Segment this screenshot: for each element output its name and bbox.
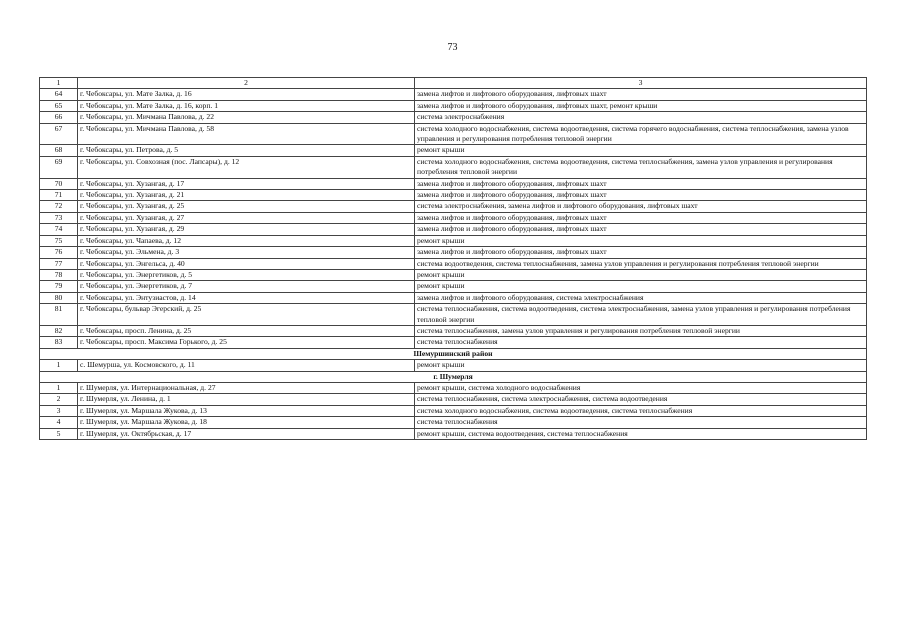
row-number: 67 — [40, 123, 78, 145]
row-address: г. Чебоксары, ул. Энтузиастов, д. 14 — [78, 292, 415, 303]
row-address: г. Чебоксары, ул. Энергетиков, д. 5 — [78, 269, 415, 280]
table-row — [40, 405, 867, 416]
table-row — [40, 89, 867, 100]
row-works: ремонт крыши — [415, 360, 867, 371]
row-address: г. Чебоксары, ул. Совхозная (пос. Лапсары), д. 12 — [78, 156, 415, 178]
row-address: г. Чебоксары, ул. Хузангая, д. 27 — [78, 212, 415, 223]
row-number: 4 — [40, 417, 78, 428]
row-address: г. Чебоксары, ул. Мичмана Павлова, д. 58 — [78, 123, 415, 145]
row-works: система электроснабжения — [415, 112, 867, 123]
row-number: 73 — [40, 212, 78, 223]
row-address: г. Чебоксары, ул. Мате Залка, д. 16, корп. 1 — [78, 100, 415, 111]
row-number: 79 — [40, 281, 78, 292]
page-number: 73 — [447, 42, 458, 53]
row-number: 71 — [40, 190, 78, 201]
row-works: система электроснабжения, замена лифтов и лифтового оборудования, лифтовых шахт — [415, 201, 867, 212]
table-row — [40, 100, 867, 111]
column-number-3: 3 — [415, 78, 867, 89]
section-header-row — [40, 348, 867, 359]
row-works: ремонт крыши — [415, 281, 867, 292]
row-works: система холодного водоснабжения, система водоотведения, система теплоснабжения — [415, 405, 867, 416]
row-number: 5 — [40, 428, 78, 439]
row-works: ремонт крыши — [415, 269, 867, 280]
table-row — [40, 201, 867, 212]
row-works: система теплоснабжения — [415, 337, 867, 348]
row-address: г. Чебоксары, ул. Петрова, д. 5 — [78, 145, 415, 156]
table-row — [40, 360, 867, 371]
section-title: Шемуршинский район — [40, 348, 867, 359]
row-address: г. Шумерля, ул. Ленина, д. 1 — [78, 394, 415, 405]
table-row — [40, 212, 867, 223]
table-row — [40, 247, 867, 258]
row-works: ремонт крыши — [415, 235, 867, 246]
row-number: 1 — [40, 382, 78, 393]
row-works: замена лифтов и лифтового оборудования, лифтовых шахт, ремонт крыши — [415, 100, 867, 111]
table-row — [40, 281, 867, 292]
row-works: система теплоснабжения, система электроснабжения, система водоотведения — [415, 394, 867, 405]
row-works: замена лифтов и лифтового оборудования, лифтовых шахт — [415, 224, 867, 235]
row-address: г. Шумерля, ул. Маршала Жукова, д. 13 — [78, 405, 415, 416]
row-works: замена лифтов и лифтового оборудования, лифтовых шахт — [415, 247, 867, 258]
row-number: 82 — [40, 325, 78, 336]
table-row — [40, 394, 867, 405]
table-row — [40, 258, 867, 269]
row-address: г. Чебоксары, ул. Хузангая, д. 17 — [78, 178, 415, 189]
section-header-row — [40, 371, 867, 382]
works-table — [39, 77, 867, 440]
row-number: 75 — [40, 235, 78, 246]
table-row — [40, 112, 867, 123]
row-number: 68 — [40, 145, 78, 156]
row-address: г. Чебоксары, ул. Мате Залка, д. 16 — [78, 89, 415, 100]
row-number: 83 — [40, 337, 78, 348]
row-works: система теплоснабжения, система водоотведения, система электроснабжения, замена узлов управления и регулирования потребления тепловой энергии — [415, 304, 867, 326]
table-row — [40, 337, 867, 348]
row-number: 3 — [40, 405, 78, 416]
row-address: г. Чебоксары, ул. Мичмана Павлова, д. 22 — [78, 112, 415, 123]
table-row — [40, 123, 867, 145]
row-number: 74 — [40, 224, 78, 235]
table-row — [40, 325, 867, 336]
row-number: 66 — [40, 112, 78, 123]
row-address: г. Чебоксары, ул. Энергетиков, д. 7 — [78, 281, 415, 292]
row-number: 69 — [40, 156, 78, 178]
row-number: 80 — [40, 292, 78, 303]
section-title: г. Шумерля — [40, 371, 867, 382]
row-number: 72 — [40, 201, 78, 212]
table-row — [40, 292, 867, 303]
table-row — [40, 382, 867, 393]
row-address: г. Шумерля, ул. Октябрьская, д. 17 — [78, 428, 415, 439]
row-number: 2 — [40, 394, 78, 405]
table-row — [40, 156, 867, 178]
row-number: 81 — [40, 304, 78, 326]
row-number: 70 — [40, 178, 78, 189]
row-works: замена лифтов и лифтового оборудования, лифтовых шахт — [415, 190, 867, 201]
row-works: система холодного водоснабжения, система водоотведения, система горячего водоснабжения, система теплоснабжения, замена узлов управления и регулирования потребления тепловой энергии — [415, 123, 867, 145]
row-works: система холодного водоснабжения, система водоотведения, система теплоснабжения, замена узлов управления и регулирования потребления тепловой энергии — [415, 156, 867, 178]
table-row — [40, 190, 867, 201]
row-works: замена лифтов и лифтового оборудования, лифтовых шахт — [415, 212, 867, 223]
row-address: г. Шумерля, ул. Интернациональная, д. 27 — [78, 382, 415, 393]
row-address: г. Чебоксары, ул. Хузангая, д. 21 — [78, 190, 415, 201]
row-works: ремонт крыши — [415, 145, 867, 156]
table-row — [40, 145, 867, 156]
row-works: система теплоснабжения — [415, 417, 867, 428]
column-number-row — [40, 78, 867, 89]
row-address: г. Чебоксары, бульвар Эгерский, д. 25 — [78, 304, 415, 326]
row-address: с. Шемурша, ул. Космовского, д. 11 — [78, 360, 415, 371]
table-row — [40, 178, 867, 189]
row-number: 76 — [40, 247, 78, 258]
column-number-1: 1 — [40, 78, 78, 89]
row-works: ремонт крыши, система водоотведения, система теплоснабжения — [415, 428, 867, 439]
row-address: г. Чебоксары, просп. Максима Горького, д. 25 — [78, 337, 415, 348]
table-row — [40, 224, 867, 235]
table-body — [40, 78, 867, 440]
row-works: замена лифтов и лифтового оборудования, лифтовых шахт — [415, 178, 867, 189]
row-number: 77 — [40, 258, 78, 269]
row-works: замена лифтов и лифтового оборудования, система электроснабжения — [415, 292, 867, 303]
row-address: г. Чебоксары, ул. Энгельса, д. 40 — [78, 258, 415, 269]
table-row — [40, 417, 867, 428]
row-works: система теплоснабжения, замена узлов управления и регулирования потребления тепловой энергии — [415, 325, 867, 336]
row-address: г. Шумерля, ул. Маршала Жукова, д. 18 — [78, 417, 415, 428]
row-address: г. Чебоксары, ул. Хузангая, д. 25 — [78, 201, 415, 212]
row-number: 64 — [40, 89, 78, 100]
row-works: ремонт крыши, система холодного водоснабжения — [415, 382, 867, 393]
row-number: 1 — [40, 360, 78, 371]
row-number: 65 — [40, 100, 78, 111]
table-row — [40, 235, 867, 246]
table-row — [40, 269, 867, 280]
row-works: замена лифтов и лифтового оборудования, лифтовых шахт — [415, 89, 867, 100]
row-address: г. Чебоксары, ул. Хузангая, д. 29 — [78, 224, 415, 235]
row-address: г. Чебоксары, ул. Чапаева, д. 12 — [78, 235, 415, 246]
column-number-2: 2 — [78, 78, 415, 89]
row-works: система водоотведения, система теплоснабжения, замена узлов управления и регулирования потребления тепловой энергии — [415, 258, 867, 269]
row-address: г. Чебоксары, ул. Эльмена, д. 3 — [78, 247, 415, 258]
row-number: 78 — [40, 269, 78, 280]
row-address: г. Чебоксары, просп. Ленина, д. 25 — [78, 325, 415, 336]
table-row — [40, 304, 867, 326]
table-row — [40, 428, 867, 439]
